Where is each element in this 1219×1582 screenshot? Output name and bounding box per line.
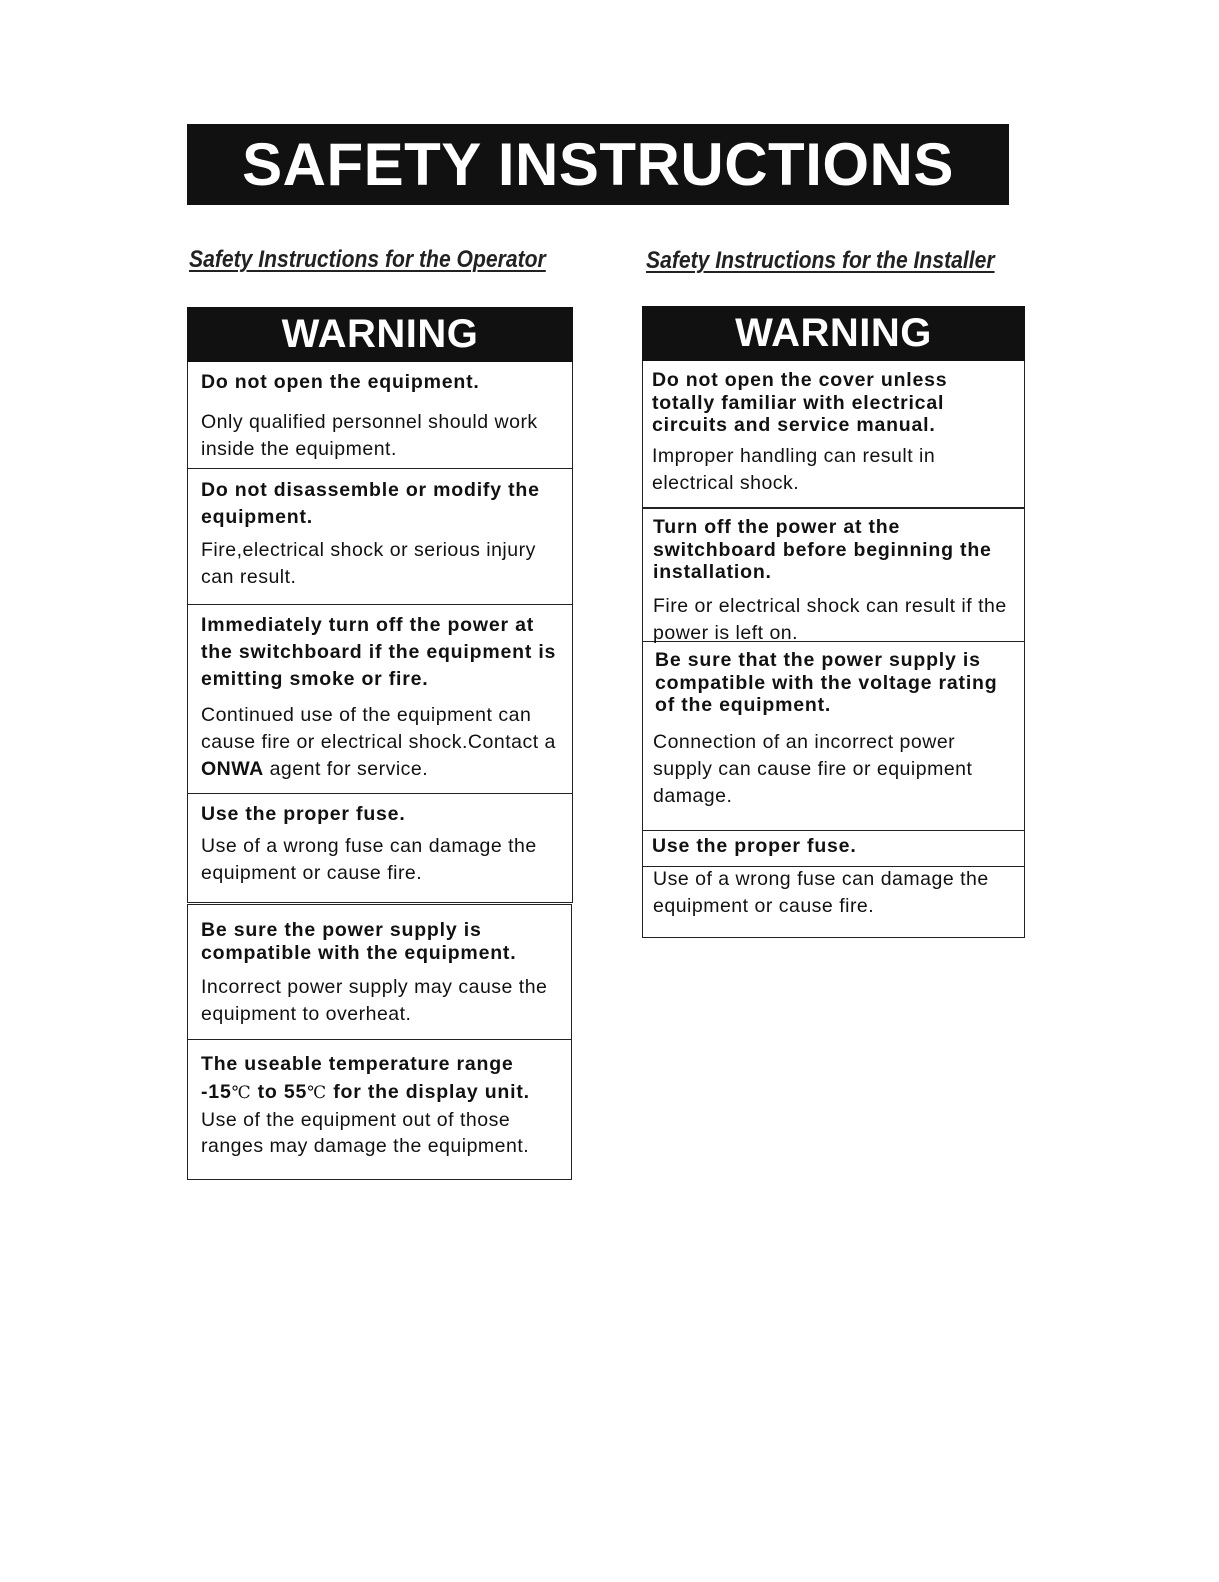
item-body: Fire,electrical shock or serious injury can result. (201, 539, 536, 588)
item-title: Do not disassemble or modify the equipment. (201, 479, 540, 528)
item-title: Do not open the cover unless totally familiar with electrical circuits and service manual. (652, 369, 948, 436)
page-title-banner (187, 124, 1009, 205)
item-body: Use of a wrong fuse can damage the equipment or cause fire. (201, 834, 537, 884)
item-body: Connection of an incorrect power supply can cause fire or equipment damage. (653, 730, 973, 807)
item-title: Turn off the power at the switchboard before beginning the installation. (653, 516, 992, 583)
installer-item-4 (642, 831, 1025, 938)
item-title: Be sure that the power supply is compatible with the voltage rating of the equipment. (655, 649, 998, 716)
item-body: Only qualified personnel should work inside the equipment. (201, 410, 538, 460)
installer-warning-banner: WARNING (642, 306, 1025, 361)
operator-item-6 (187, 1040, 572, 1180)
item-body: Improper handling can result in electrical shock. (652, 444, 936, 494)
operator-column (187, 307, 573, 1180)
installer-item-1 (642, 361, 1025, 508)
item-body: Fire or electrical shock can result if the power is left on. (653, 594, 1007, 644)
operator-item-3 (187, 605, 573, 794)
operator-warning-banner: WARNING (187, 307, 573, 362)
installer-item-2 (642, 508, 1025, 642)
operator-item-2 (187, 469, 573, 605)
item-title: Do not open the equipment. (201, 371, 480, 393)
operator-item-1 (187, 362, 573, 469)
installer-column (642, 306, 1025, 938)
installer-heading: Safety Instructions for the Installer (646, 247, 995, 274)
brand-name: ONWA (201, 758, 264, 780)
installer-item-3 (642, 642, 1025, 831)
item-title: The useable temperature range -15℃ to 55℃ for the display unit. (201, 1053, 530, 1103)
item-title: Use the proper fuse. (201, 803, 406, 825)
operator-heading: Safety Instructions for the Operator (189, 246, 546, 273)
item-body: Continued use of the equipment can cause fire or electrical shock.Contact a ONWA agent for service. (201, 704, 556, 780)
item-body: Use of a wrong fuse can damage the equipment or cause fire. (653, 868, 989, 917)
page-title: SAFETY INSTRUCTIONS (242, 130, 954, 198)
item-title: Immediately turn off the power at the switchboard if the equipment is emitting smoke or fire. (201, 614, 557, 690)
item-title: Use the proper fuse. (652, 835, 857, 857)
item-title: Be sure the power supply is compatible with the equipment. (201, 919, 517, 964)
item-body: Use of the equipment out of those ranges may damage the equipment. (201, 1109, 530, 1157)
operator-item-4 (187, 794, 573, 903)
operator-item-5 (187, 904, 572, 1040)
item-body: Incorrect power supply may cause the equipment to overheat. (201, 976, 548, 1025)
